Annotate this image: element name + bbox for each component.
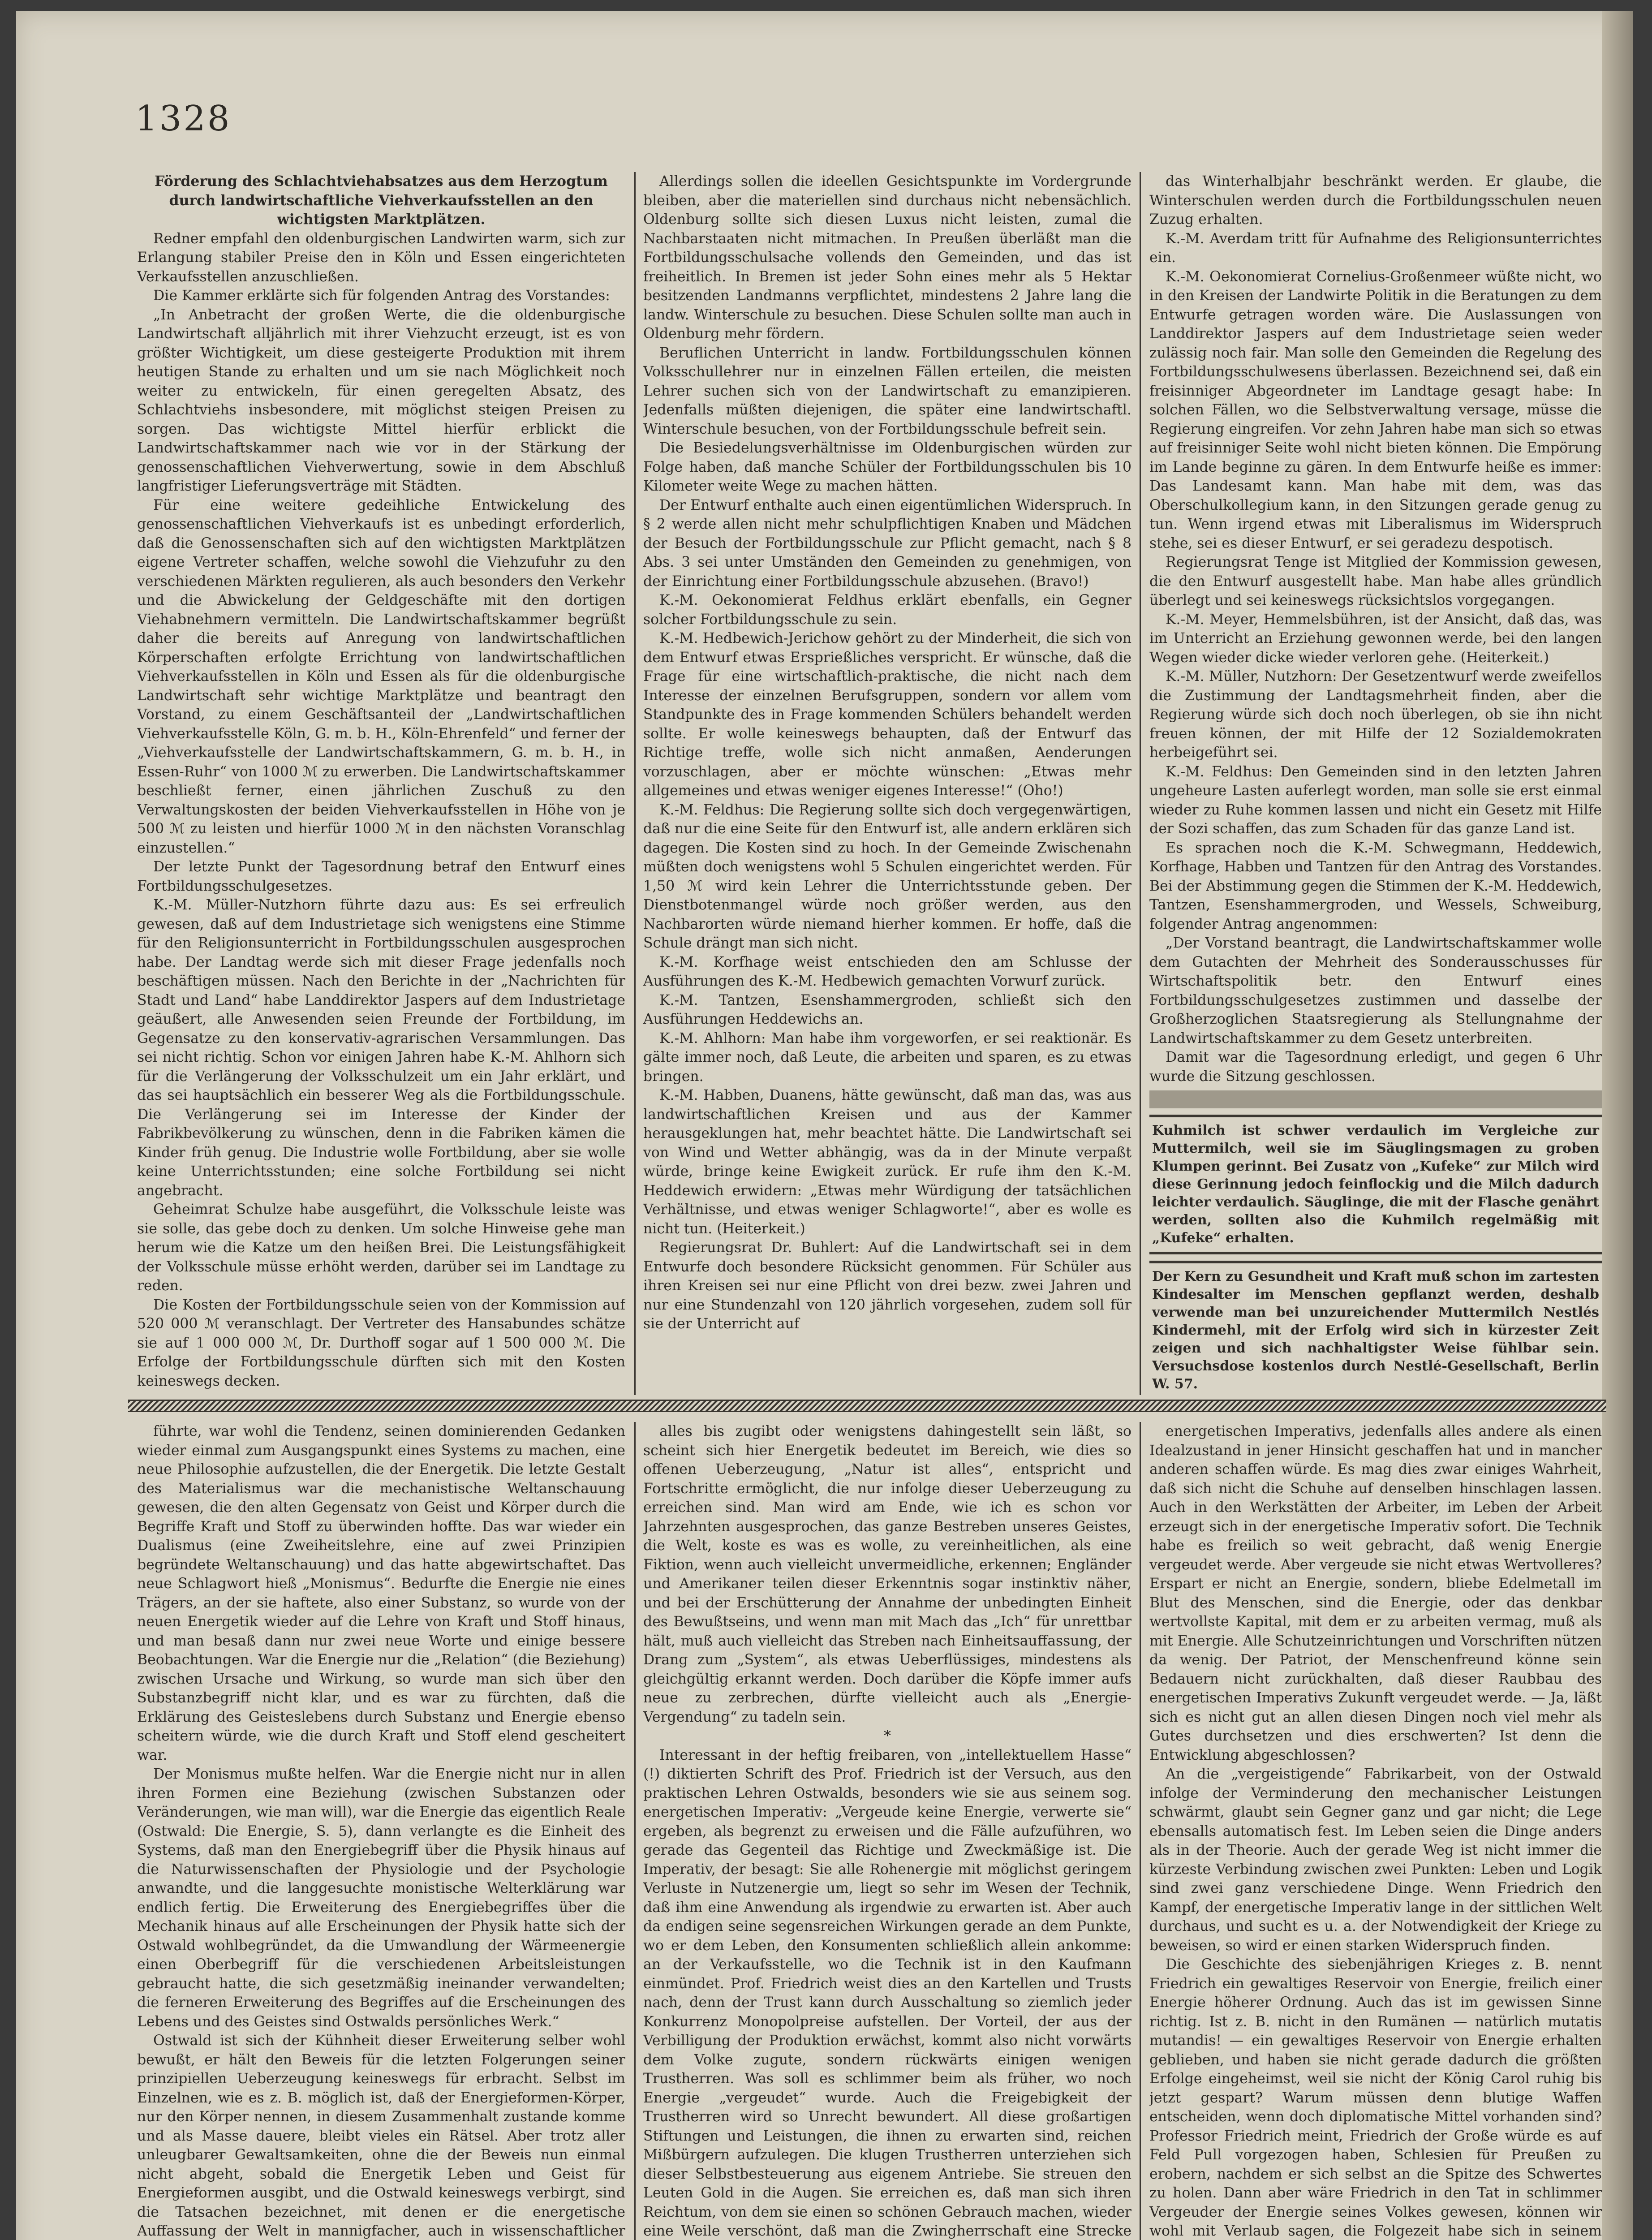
bottom-column-1 xyxy=(137,1422,625,2240)
top-col1-body xyxy=(137,229,625,1391)
bottom-col2-body xyxy=(643,1422,1131,2240)
paragraph: K.-M. Müller-Nutzhorn führte dazu aus: Es sei erfreulich gewesen, daß auf dem Industrietage sich wenigstens eine Stimme für den Religionsunterricht in Fortbildungsschulen ausgesprochen habe. Der Landtag werde sich mit dieser Frage jedenfalls noch beschäftigen müssen. Nach den Berichte in der „Nachrichten für Stadt und Land“ habe Landdirektor Jaspers auf dem Industrietage geäußert, alle Anwesenden seien Freunde der Fortbildung, im Gegensatze zu den konservativ-agrarischen Versammlungen. Das sei nicht richtig. Schon vor einigen Jahren habe K.-M. Ahlhorn sich für die Verlängerung der Volksschulzeit um ein Jahr erklärt, und das sei hauptsächlich ein besserer Weg als die Fortbildungsschule. Die Verlängerung sei im Interesse der Kinder der Fabrikbevölkerung zu wünschen, denn in die Fabriken kämen die Kinder früh genug. Die Industrie wolle Fortbildung, aber sie wolle keine Unterrichtsstunden; eine solche Fortbildung sei nicht angebracht. xyxy=(137,897,625,1199)
paragraph: energetischen Imperativs, jedenfalls alles andere als einen Idealzustand in jener Hinsicht geschaffen hat und in mancher anderen schaffen würde. Es mag dies zwar einiges Wahrheit, daß sich nicht die Schuhe auf denselben hinschlagen lassen. Auch in den Werkstätten der Arbeiter, im Leben der Arbeit erzeugt sich in der energetische Imperativ sofort. Die Technik habe es freilich so weit gebracht, daß wenig Energie vergeudet werde. Aber vergeude sie nicht etwas Wertvolleres? Erspart er nicht an Energie, sondern, bliebe Edelmetall im Blut des Menschen, sind die Energie, oder das denkbar wertvollste Kapital, mit dem er zu arbeiten vermag, muß als mit Energie. Alle Schutzeinrichtungen und Vorschriften nützen da wenig. Der Patriot, der Menschenfreund könne sein Bedauern nicht zurückhalten, daß dieser Raubbau des energetischen Imperativs Zukunft vergeudet werde. — Ja, läßt sich es nicht gut an allen diesen Dingen noch viel mehr als Gutes durchsetzen und dies erschwerten? Ist denn die Entwicklung abgeschlossen? xyxy=(1149,1423,1602,1763)
bottom-col1-body xyxy=(137,1422,625,2240)
separator-band xyxy=(1149,1090,1602,1108)
paragraph: K.-M. Meyer, Hemmelsbühren, ist der Ansicht, daß das, was im Unterricht an Erziehung gewonnen werde, bei den langen Wegen wieder dicke wieder verloren gehe. (Heiterkeit.) xyxy=(1149,611,1602,666)
paragraph: K.-M. Ahlhorn: Man habe ihm vorgeworfen, er sei reaktionär. Es gälte immer noch, daß Leute, die arbeiten und sparen, es zu etwas bringen. xyxy=(643,1030,1131,1085)
paragraph: Beruflichen Unterricht in landw. Fortbildungsschulen können Volksschullehrer nur in einzelnen Fällen erteilen, die meisten Lehrer suchen sich von der Landwirtschaft zu emanzipieren. Jedenfalls müßten diejenigen, die später eine landwirtschaftl. Winterschule besuchen, von der Fortbildungsschule befreit sein. xyxy=(643,345,1131,437)
paragraph: K.-M. Feldhus: Den Gemeinden sind in den letzten Jahren ungeheure Lasten auferlegt worden, man solle sie erst einmal wieder zu Ruhe kommen lassen und nicht ein Gesetz mit Hilfe der Sozi schaffen, das zum Schaden für das ganze Land ist. xyxy=(1149,763,1602,837)
paragraph: K.-M. Hedbewich-Jerichow gehört zu der Minderheit, die sich von dem Entwurf etwas Ersprießliches verspricht. Er wünsche, daß die Frage für eine wirtschaftlich-praktische, die nicht nach dem Interesse der einzelnen Berufsgruppen, sondern vor allem vom Standpunkte des in Frage kommenden Schülers behandelt werden sollte. Er wolle keineswegs behaupten, daß der Entwurf das Richtige treffe, wolle sich nicht anmaßen, Aenderungen vorzuschlagen, aber er möchte wünschen: „Etwas mehr allgemeines und etwas weniger eigenes Interesse!“ (Oho!) xyxy=(643,630,1131,799)
newspaper-page xyxy=(16,11,1633,2240)
paragraph: K.-M. Tantzen, Esenshammergroden, schließt sich den Ausführungen Heddewichs an. xyxy=(643,992,1131,1027)
paragraph: Die Kosten der Fortbildungsschule seien von der Kommission auf 520 000 ℳ veranschlagt. Der Vertreter des Hansabundes schätze sie auf 1 000 000 ℳ, Dr. Durthoff sogar auf 1 500 000 ℳ. Die Erfolge der Fortbildungsschule dürften sich mit den Kosten keineswegs decken. xyxy=(137,1297,625,1389)
paragraph: Ostwald ist sich der Kühnheit dieser Erweiterung selber wohl bewußt, er hält den Beweis für die letzten Folgerungen seiner prinzipiellen Ueberzeugung keineswegs für erbracht. Selbst im Einzelnen, wie es z. B. möglich ist, daß der Energieformen-Körper, nur den Körper nennen, in diesem Zusammenhalt zustande komme und als Masse dauere, bleibt vieles ein Rätsel. Aber trotz aller unleugbarer Gewaltsamkeiten, ohne die der Beweis nun einmal nicht abgeht, sobald die Energetik Leben und Geist für Energieformen ausgibt, und die Ostwald keineswegs verbirgt, sind die Tatsachen bezeichnet, mit denen er die energetische Auffassung der Welt in mannigfacher, auch in wissenschaftlicher xyxy=(137,2033,625,2239)
advertisement-kufeke: Kuhmilch ist schwer verdaulich im Vergleiche zur Muttermilch, weil sie im Säuglingsmagen zu groben Klumpen gerinnt. Bei Zusatz von „Kufeke“ zur Milch wird diese Gerinnung jedoch feinflockig und die Milch dadurch leichter verdaulich. Säuglinge, die mit der Flasche genährt werden, sollten also die Kuhmilch regelmäßig mit „Kufeke“ erhalten. xyxy=(1149,1115,1602,1254)
paragraph: An die „vergeistigende“ Fabrikarbeit, von der Ostwald infolge der Verminderung den mechanischer Leistungen schwärmt, glaubt sein Gegner ganz und gar nicht; die Lege ebensalls automatisch fest. Im Leben seien die Dinge anders als in der Theorie. Auch der gerade Weg ist nicht immer die kürzeste Verbindung zwischen zwei Punkten: Leben und Logik sind zwei ganz verschiedene Dinge. Wenn Friedrich den Kampf, der energetische Imperativ lange in der sittlichen Welt durchaus, und sucht es u. a. der Notwendigkeit der Kriege zu beweisen, so wird er einen starken Widerspruch finden. xyxy=(1149,1766,1602,1954)
column-rule xyxy=(634,1422,636,2240)
top-column-3 xyxy=(1149,172,1602,1395)
paragraph: Der letzte Punkt der Tagesordnung betraf den Entwurf eines Fortbildungsschulgesetzes. xyxy=(137,859,625,894)
bottom-col3-body xyxy=(1149,1422,1602,2240)
paragraph: Geheimrat Schulze habe ausgeführt, die Volksschule leiste was sie solle, das gebe doch zu denken. Um solche Hinweise gehe man herum wie die Katze um den heißen Brei. Die Leistungsfähigkeit der Volksschule müsse erhöht werden, darüber sei im Landtage zu reden. xyxy=(137,1202,625,1294)
paragraph: K.-M. Oekonomierat Cornelius-Großenmeer wüßte nicht, wo in den Kreisen der Landwirte Politik in die Beratungen zu dem Entwurfe getragen worden wäre. Die Auslassungen von Landdirektor Jaspers auf dem Industrietage seien weder zulässig noch fair. Man solle den Gemeinden die Regelung des Fortbildungsschulwesens überlassen. Bezeichnend sei, daß ein freisinniger Abgeordneter im Landtage gesagt habe: In solchen Fällen, wo die Selbstverwaltung versage, müsse die Regierung eingreifen. Vor zehn Jahren habe man sich so etwas auf freisinniger Seite wohl nicht bieten können. Die Empörung im Lande beginne zu gären. In dem Entwurfe heiße es immer: Das Landesamt kann. Man habe mit dem, was das Oberschulkollegium kann, in den Sitzungen gerade genug zu tun. Wenn irgend etwas mit Liberalismus im Widerspruch stehe, sei es dieser Entwurf, er sei geradezu despotisch. xyxy=(1149,268,1602,551)
paragraph: Regierungsrat Dr. Buhlert: Auf die Landwirtschaft sei in dem Entwurfe doch besondere Rücksicht genommen. Für Schüler aus ihren Kreisen sei nur eine Pflicht von drei bezw. zwei Jahren und nur eine Stundenzahl von 120 jährlich vorgesehen, zudem soll für sie der Unterricht auf xyxy=(643,1240,1131,1332)
paragraph: das Winterhalbjahr beschränkt werden. Er glaube, die Winterschulen werden durch die Fortbildungsschulen neuen Zuzug erhalten. xyxy=(1149,173,1602,228)
advertisement-nestle: Der Kern zu Gesundheit und Kraft muß schon im zartesten Kindesalter im Menschen gepflanzt werden, deshalb verwende man bei unzureichender Muttermilch Nestlés Kindermehl, mit der Erfolg wird sich in kürzester Zeit zeigen und sich nachhaltigster Weise fühlbar sein. Versuchsdose kostenlos durch Nestlé-Gesellschaft, Berlin W. 57. xyxy=(1149,1261,1602,1395)
top-column-2 xyxy=(643,172,1131,1395)
page-number: 1328 xyxy=(135,99,232,139)
paragraph: Redner empfahl den oldenburgischen Landwirten warm, sich zur Erlangung stabiler Preise den in Köln und Essen eingerichteten Verkaufsstellen anzuschließen. xyxy=(137,230,625,285)
bottom-column-3 xyxy=(1149,1422,1602,2240)
paragraph: Die Geschichte des siebenjährigen Krieges z. B. nennt Friedrich ein gewaltiges Reservoir von Energie, freilich einer Energie höherer Ordnung. Auch das ist im gewissen Sinne richtig. Ist z. B. nicht in den Rumänen — natürlich mutatis mutandis! — ein gewaltiges Reservoir von Energie erhalten geblieben, und haben sie nicht gerade dadurch die größten Erfolge eingeheimst, weil sie nicht der König Carol ruhig bis jetzt gespart? Warum müssen denn blutige Waffen entscheiden, wenn doch diplomatische Mittel vorhanden sind? Professor Friedrich meint, Friedrich der Große würde es auf Feld Pull vorgezogen haben, Schlesien für Preußen zu erobern, nachdem er sich selbst an die Spitze des Schwertes zu holen. Dann aber wäre Friedrich in den Tat in schlimmer Vergeuder der Energie seines Volkes gewesen, können wir wohl mit Verlaub sagen, die Folgezeit habe sich in seinem xyxy=(1149,1956,1602,2239)
paragraph: Regierungsrat Tenge ist Mitglied der Kommission gewesen, die den Entwurf ausgestellt habe. Man habe alles gründlich überlegt und sei keineswegs rücksichtslos vorgegangen. xyxy=(1149,554,1602,608)
paragraph: K.-M. Müller, Nutzhorn: Der Gesetzentwurf werde zweifellos die Zustimmung der Landtagsmehrheit finden, aber die Regierung würde sich doch noch überlegen, ob sie ihn nicht freuen können, der mit Hilfe der 12 Sozialdemokraten herbeigeführt sei. xyxy=(1149,668,1602,761)
paragraph: Die Kammer erklärte sich für folgenden Antrag des Vorstandes: xyxy=(153,288,610,304)
paragraph: führte, war wohl die Tendenz, seinen dominierenden Gedanken wieder einmal zum Ausgangspunkt eines Systems zu machen, eine neue Philosophie aufzustellen, die der Energetik. Die letzte Gestalt des Materialismus war die mechanistische Weltanschauung gewesen, die den alten Gegensatz von Geist und Körper durch die Begriffe Kraft und Stoff zu überwinden hoffte. Das war wieder ein Dualismus (eine Zweiheitslehre, eine auf zwei Prinzipien begründete Weltanschauung) und das hatte abgewirtschaftet. Das neue Schlagwort hieß „Monismus“. Bedurfte die Energie nie eines Trägers, an der sie haftete, also einer Substanz, so wurde von der neuen Energetik wieder auf die Lehre von Kraft und Stoff hinaus, und man besaß dann nur zwei neue Worte und einige bessere Beobachtungen. War die Energie nur die „Relation“ (die Beziehung) zwischen Ursache und Wirkung, so wurde man sich über den Substanzbegriff nicht klar, und es war zu fürchten, daß die Erklärung des Geisteslebens durch Substanz und Energie ebenso scheitern würde, wie die durch Kraft und Stoff elend gescheitert war. xyxy=(137,1423,625,1763)
paragraph: K.-M. Feldhus: Die Regierung sollte sich doch vergegenwärtigen, daß nur die eine Seite für den Entwurf ist, alle andern erklären sich dagegen. Die Kosten sind zu hoch. In der Gemeinde Zwischenahn müßten doch wenigstens wohl 5 Schulen eingerichtet werden. Für 1,50 ℳ wird kein Lehrer die Unterrichtsstunde geben. Der Dienstbotenmangel würde noch größer werden, aus den Nachbarorten würde niemand hierher kommen. Er hoffe, daß die Schule drängt man sich nicht. xyxy=(643,801,1131,951)
paragraph: alles bis zugibt oder wenigstens dahingestellt sein läßt, so scheint sich hier Energetik bedeutet im Bereich, wie dies so offenen Ueberzeugung, „Natur ist alles“, entspricht und Fortschritte ermöglicht, die nur infolge dieser Ueberzeugung zu erreichen sind. Man wird am Ende, wie ich es schon vor Jahrzehnten ausgesprochen, das ganze Bestreben unseres Geistes, die Welt, koste es was es wolle, zu vereinheitlichen, als eine Fiktion, wenn auch vielleicht unvermeidliche, erkennen; Engländer und Amerikaner teilen dieser Erkenntnis sogar instinktiv näher, und bei der Erschütterung der Annahme der unbedingten Einheit des Bewußtseins, und wenn man mit Mach das „Ich“ für unrettbar hält, muß auch vielleicht das Streben nach Einheitsauffassung, der Drang zum „System“, als etwas Ueberflüssiges, mindestens als gleichgültig erkannt werden. Doch darüber die Köpfe immer aufs neue zu zerbrechen, dürfte vielleicht auch als „Energie-Vergendung“ zu tadeln sein. xyxy=(643,1423,1131,1725)
paragraph: Es sprachen noch die K.-M. Schwegmann, Heddewich, Korfhage, Habben und Tantzen für den Antrag des Vorstandes. Bei der Abstimmung gegen die Stimmen der K.-M. Heddewich, Tantzen, Esenshammergroden, und Wessels, Schweiburg, folgender Antrag angenommen: xyxy=(1149,840,1602,932)
binding-edge xyxy=(1602,11,1633,2240)
paragraph: Für eine weitere gedeihliche Entwickelung des genossenschaftlichen Viehverkaufs ist es unbedingt erforderlich, daß die Genossenschaften sich auf den wichtigsten Marktplätzen eigene Vertreter schaffen, welche sowohl die Viehzufuhr zu den verschiedenen Märkten regulieren, als auch besonders den Verkehr und die Abwickelung der Geldgeschäfte mit den dortigen Viehabnehmern vermitteln. Die Landwirtschaftskammer begrüßt daher die bereits auf Anregung von landwirtschaftlichen Körperschaften erfolgte Errichtung von landwirtschaftlichen Viehverkaufsstellen in Köln und Essen als für die oldenburgische Landwirtschaft sehr wichtige Marktplätze und beantragt den Vorstand, zu einem Geschäftsanteil der „Landwirtschaftlichen Viehverkaufsstelle Köln, G. m. b. H., Köln-Ehrenfeld“ und ferner der „Viehverkaufsstelle der Landwirtschaftskammern, G. m. b. H., in Essen-Ruhr“ von 1000 ℳ zu erwerben. Die Landwirtschaftskammer beschließt ferner, einen jährlichen Zuschuß zu den Verwaltungskosten der beiden Viehverkaufsstellen in Höhe von je 500 ℳ zu leisten und hierfür 1000 ℳ in den nächsten Voranschlag einzustellen.“ xyxy=(137,497,625,856)
paragraph: K.-M. Oekonomierat Feldhus erklärt ebenfalls, ein Gegner solcher Fortbildungsschule zu sein. xyxy=(643,592,1131,628)
paragraph: Die Besiedelungsverhältnisse im Oldenburgischen würden zur Folge haben, daß manche Schüler der Fortbildungsschulen bis 10 Kilometer weite Wege zu machen hätten. xyxy=(643,440,1131,494)
paragraph: K.-M. Averdam tritt für Aufnahme des Religionsunterrichtes ein. xyxy=(1149,230,1602,266)
top-col3-body xyxy=(1149,172,1602,1086)
paragraph: „Der Vorstand beantragt, die Landwirtschaftskammer wolle dem Gutachten der Mehrheit des Sonderausschusses für Wirtschaftspolitik betr. den Entwurf eines Fortbildungsschulgesetzes zustimmen und dasselbe der Großherzoglichen Staatsregierung als Stellungnahme der Landwirtschaftskammer zu dem Gesetz unterbreiten. xyxy=(1149,935,1602,1047)
bottom-column-2 xyxy=(643,1422,1131,2240)
top-column-1 xyxy=(137,172,625,1395)
paragraph: * xyxy=(884,1728,891,1744)
paragraph: K.-M. Korfhage weist entschieden den am Schlusse der Ausführungen des K.-M. Hedbewich gemachten Vorwurf zurück. xyxy=(643,954,1131,989)
paragraph: Interessant in der heftig freibaren, von „intellektuellem Hasse“ (!) diktierten Schrift des Prof. Friedrich ist der Versuch, aus den praktischen Lehren Ostwalds, besonders wie sie aus seinem sog. energetischen Imperativ: „Vergeude keine Energie, verwerte sie“ ergeben, als begrenzt zu erweisen und die Fälle aufzuführen, wo gerade das Gegenteil das Richtige und Zweckmäßige ist. Die Imperativ, der besagt: Sie alle Rohenergie mit möglichst geringem Verluste in Nutzenergie um, liegt so sehr im Wesen der Technik, daß ihm eine Anwendung als irgendwie zu erwarten ist. Aber auch da endigen seine segensreichen Wirkungen gerade an dem Punkte, wo er dem Leben, den Konsumenten schließlich allein ankomme: an der Verkaufsstelle, wo die Technik ist in den Kaufmann einmündet. Prof. Friedrich weist dies an den Kartellen und Trusts nach, denn der Trust kann durch Ausschaltung so ziemlich jeder Konkurrenz Monopolpreise aufstellen. Der Vorteil, der aus der Verbilligung der Produktion erwächst, kommt also nicht vorwärts dem Volke zugute, sondern rückwärts einigen wenigen Trustherren. Was soll es schlimmer beim als früher, wo noch Energie „vergeudet“ wurde. Auch die Freigebigkeit der Trustherren wird so Unrecht bewundert. All diese großartigen Stiftungen und Leistungen, die ihnen zu erwarten sind, reichen Mißbürgern aufzulegen. Die klugen Trustherren unterziehen sich dieser Selbstbesteuerung aus eigenem Antriebe. Sie streuen den Leuten Gold in die Augen. Sie erreichen es, daß man sich ihren Reichtum, von dem sie einen so schönen Gebrauch machen, wieder eine Weile verschönt, daß man die Zwingherrschaft eine Strecke xyxy=(643,1747,1131,2239)
paragraph: Allerdings sollen die ideellen Gesichtspunkte im Vordergrunde bleiben, aber die materiellen sind durchaus nicht nebensächlich. Oldenburg sollte sich diesen Luxus nicht leisten, zumal die Nachbarstaaten nicht mitmachen. In Preußen überläßt man die Fortbildungsschulsache vollends den Gemeinden, und das ist freiheitlich. In Bremen ist jeder Sohn eines mehr als 5 Hektar besitzenden Landmanns verpflichtet, mindestens 2 Jahre lang die landw. Winterschule zu besuchen. Diese Schulen sollte man auch in Oldenburg mehr fördern. xyxy=(643,173,1131,342)
paragraph: K.-M. Habben, Duanens, hätte gewünscht, daß man das, was aus landwirtschaftlichen Kreisen und aus der Kammer herausgeklungen hat, mehr beachtet hätte. Die Landwirtschaft sei von Wind und Wetter abhängig, was da in der Minute verpaßt würde, bringe keine Ewigkeit zurück. Er rufe ihm den K.-M. Heddewich erwidern: „Etwas mehr Würdigung der tatsächlichen Verhältnisse, und etwas weniger Schlagworte!“, aber es wolle es nicht tun. (Heiterkeit.) xyxy=(643,1087,1131,1237)
paragraph: „In Anbetracht der großen Werte, die die oldenburgische Landwirtschaft alljährlich mit ihrer Viehzucht erzeugt, ist es von größter Wichtigkeit, um diese gesteigerte Produktion mit ihrem heutigen Stande zu erhalten und um sie nach Möglichkeit noch weiter zu entwickeln, für einen geregelten Absatz, des Schlachtviehs insbesondere, mit möglichst steigen Preisen zu sorgen. Das wichtigste Mittel hierfür erblickt die Landwirtschaftskammer nach wie vor in der Stärkung der genossenschaftlichen Viehverwertung, sowie in dem Abschluß langfristiger Lieferungsverträge mit Städten. xyxy=(137,306,625,494)
section-divider xyxy=(128,1400,1606,1412)
column-rule xyxy=(1140,1422,1141,2240)
paragraph: Damit war die Tagesordnung erledigt, und gegen 6 Uhr wurde die Sitzung geschlossen. xyxy=(1149,1049,1602,1085)
column-rule xyxy=(634,172,636,1395)
section-heading: Förderung des Schlachtviehabsatzes aus dem Herzogtum durch landwirtschaftliche Viehverkaufsstellen an den wichtigsten Marktplätzen. xyxy=(155,173,608,228)
top-col2-body xyxy=(643,172,1131,1334)
paragraph: Der Entwurf enthalte auch einen eigentümlichen Widerspruch. In § 2 werde allen nicht mehr schulpflichtigen Knaben und Mädchen der Besuch der Fortbildungsschule zur Pflicht gemacht, nach § 8 Abs. 3 sei unter Umständen den Gemeinden zu genehmigen, von der Einrichtung einer Fortbildungsschule abzusehen. (Bravo!) xyxy=(643,497,1131,590)
column-rule xyxy=(1140,172,1141,1395)
paragraph: Der Monismus mußte helfen. War die Energie nicht nur in allen ihren Formen eine Beziehung (zwischen Substanzen oder Veränderungen, wie man will), war die Energie das eigentlich Reale (Ostwald: Die Energie, S. 5), dann verlangte es die Einheit des Systems, daß man den Energiebegriff über die Physik hinaus auf die Naturwissenschaften der Physiologie und der Psychologie anwandte, und die langgesuchte monistische Welterklärung war endlich fertig. Die Erweiterung des Energiebegriffes über die Mechanik hinaus auf alle Erscheinungen der Physik hatte sich der Ostwald wohlbegründet, da die Umwandlung der Wärmeenergie einen Oberbegriff für die verschiedenen Arbeitsleistungen gebraucht hatte, die sich gesetzmäßig ineinander verwandelten; die ferneren Erweiterung des Begriffes auf die Erscheinungen des Lebens und des Geistes sind Ostwalds persönliches Werk.“ xyxy=(137,1766,625,2030)
